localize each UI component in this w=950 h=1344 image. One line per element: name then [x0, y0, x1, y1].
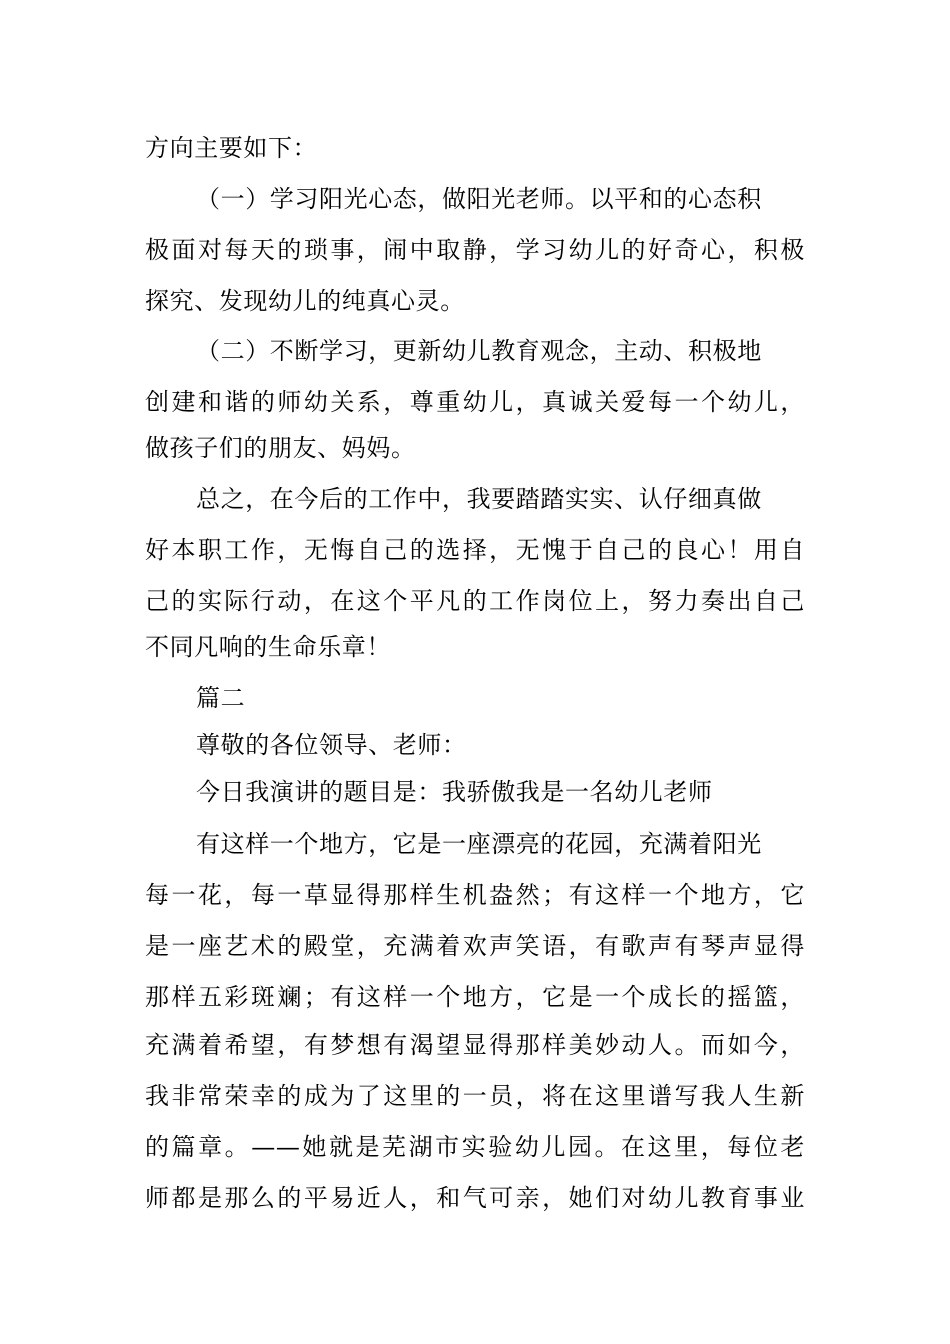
text-line-18: 那样五彩斑斓；有这样一个地方，它是一个成长的摇篮， [145, 983, 805, 1011]
text-line-11: 不同凡响的生命乐章！ [145, 633, 391, 661]
section-heading: 篇二 [196, 684, 246, 712]
text-line-6: 创建和谐的师幼关系，尊重幼儿，真诚关爱每一个幼儿， [145, 388, 805, 416]
text-line-7: 做孩子们的朋友、妈妈。 [145, 434, 416, 462]
text-line-3: 极面对每天的琐事，闹中取静，学习幼儿的好奇心，积极 [145, 236, 805, 264]
text-line-21: 的篇章。——她就是芜湖市实验幼儿园。在这里，每位老 [145, 1133, 805, 1161]
text-line-17: 是一座艺术的殿堂，充满着欢声笑语，有歌声有琴声显得 [145, 932, 805, 960]
speech-title-line: 今日我演讲的题目是：我骄傲我是一名幼儿老师 [196, 778, 713, 806]
text-line-5: （二）不断学习，更新幼儿教育观念，主动、积极地 [196, 337, 762, 365]
text-line-4: 探究、发现幼儿的纯真心灵。 [145, 287, 465, 315]
text-line-20: 我非常荣幸的成为了这里的一员，将在这里谱写我人生新 [145, 1082, 805, 1110]
text-line-10: 己的实际行动，在这个平凡的工作岗位上，努力奏出自己 [145, 587, 805, 615]
text-line-16: 每一花，每一草显得那样生机盎然；有这样一个地方，它 [145, 881, 805, 909]
text-line-2: （一）学习阳光心态，做阳光老师。以平和的心态积 [196, 185, 762, 213]
text-line-1: 方向主要如下： [145, 134, 318, 162]
text-line-8: 总之，在今后的工作中，我要踏踏实实、认仔细真做 [196, 485, 762, 513]
text-line-15: 有这样一个地方，它是一座漂亮的花园，充满着阳光 [196, 830, 762, 858]
text-line-22: 师都是那么的平易近人，和气可亲，她们对幼儿教育事业 [145, 1184, 805, 1212]
text-line-19: 充满着希望，有梦想有渴望显得那样美妙动人。而如今， [145, 1031, 805, 1059]
salutation: 尊敬的各位领导、老师： [196, 731, 467, 759]
text-line-9: 好本职工作，无悔自己的选择，无愧于自己的良心！用自 [145, 536, 805, 564]
